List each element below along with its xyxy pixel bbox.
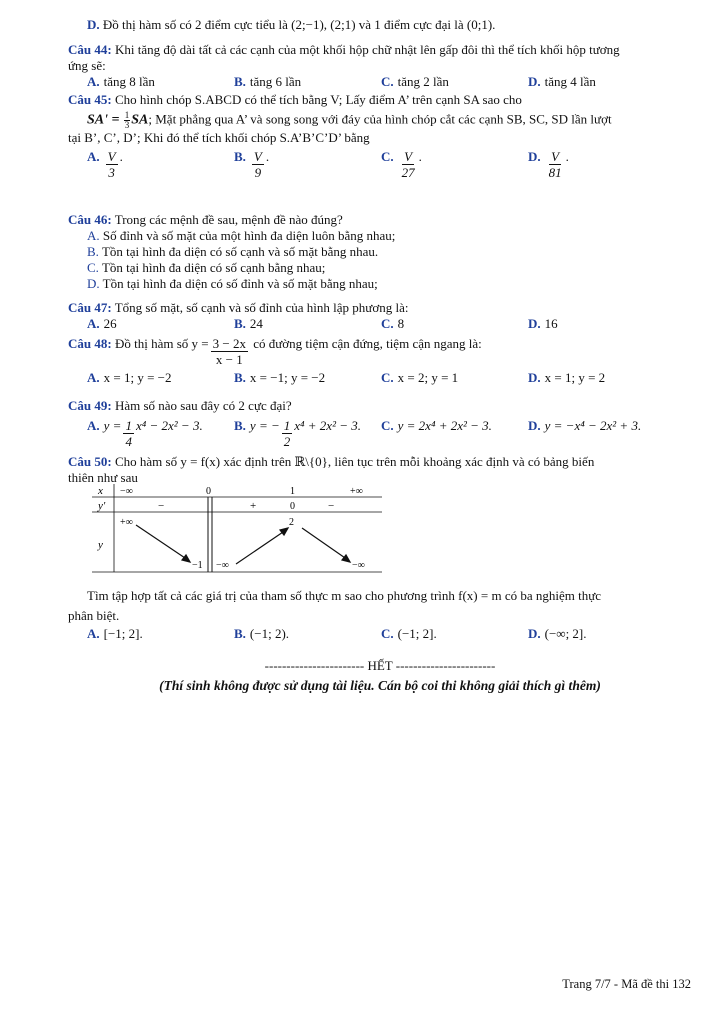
- q47-option-c[interactable]: C. 8: [381, 316, 405, 331]
- q44-option-a[interactable]: A. tăng 8 lần: [87, 74, 155, 89]
- q48-option-c[interactable]: C. x = 2; y = 1: [381, 370, 459, 385]
- q45-formula-right: SA: [131, 112, 149, 128]
- q50-option-b[interactable]: B. (−1; 2).: [234, 626, 290, 641]
- variation-table-svg: [92, 484, 392, 574]
- table-x-val-2: 1: [290, 486, 295, 497]
- q44-options: [68, 74, 692, 90]
- q45-formula-left: SA' =: [87, 112, 120, 128]
- q46-option-d[interactable]: D. Tồn tại hình đa diện có số đỉnh và số mặt bằng nhau;: [87, 276, 378, 291]
- page-number: Trang 7/7 - Mã đề thi 132: [562, 977, 691, 991]
- q48-function-fraction: $\frac{3 - 2x}{x - 1}$: [212, 336, 246, 367]
- q45-formula-fraction: $\frac{1}{3}$: [124, 110, 130, 130]
- q44-option-c[interactable]: C. tăng 2 lần: [381, 74, 449, 89]
- question-44: Câu 44: Khi tăng độ dài tất cả các cạnh của một khối hộp chữ nhật lên gấp đôi thì thể tích khối hộp tương ứng sẽ: A. tăng 8 lần B. tăng 6 lần C. tăng 2 lần D. tăng 4 lần: [68, 42, 692, 90]
- arrow-decrease-2: [302, 528, 348, 560]
- q45-option-d[interactable]: D. $\frac{V}{81}$ .: [528, 149, 569, 180]
- table-yprime-label: y': [98, 500, 106, 512]
- question-50-cont: Tìm tập hợp tất cả các giá trị của tham số thực m sao cho phương trình f(x) = m có ba nghiệm thực phân biệt. A. [−1; 2]. B. (−1; 2). C. (−1; 2]. D. (−∞; 2].: [68, 588, 692, 642]
- q48-option-d[interactable]: D. x = 1; y = 2: [528, 370, 606, 385]
- exam-note: (Thí sinh không được sử dụng tài liệu. Cán bộ coi thi không giải thích gì thêm): [159, 678, 601, 693]
- question-48: Câu 48: Đồ thị hàm số y = $\frac{3 - 2x}{x - 1}$ có đường tiệm cận đứng, tiệm cận ngang là: A. x = 1; y = −2 B. x = −1; y = −2 C. x = 2; y = 1 D. x = 1; y = 2: [68, 336, 692, 386]
- variation-table: [92, 484, 392, 578]
- q50-options: [68, 626, 692, 642]
- arrow-increase: [236, 530, 286, 564]
- q44-option-b[interactable]: B. tăng 6 lần: [234, 74, 302, 89]
- table-yp-sign-0: −: [158, 500, 165, 512]
- q43-option-d: D. Đồ thị hàm số có 2 điểm cực tiểu là (2;−1), (2;1) và 1 điểm cực đại là (0;1).: [87, 17, 496, 32]
- q47-option-b[interactable]: B. 24: [234, 316, 263, 331]
- q44-option-d[interactable]: D. tăng 4 lần: [528, 74, 596, 89]
- q48-option-a[interactable]: A. x = 1; y = −2: [87, 370, 172, 385]
- table-x-val-0: −∞: [120, 486, 133, 497]
- table-x-val-3: +∞: [350, 486, 363, 497]
- table-yp-sign-3: −: [328, 500, 335, 512]
- q50-option-c[interactable]: C. (−1; 2].: [381, 626, 437, 641]
- q48-options: [68, 370, 692, 386]
- table-yp-sign-1: +: [250, 500, 257, 512]
- question-50: Câu 50: Cho hàm số y = f(x) xác định trên ℝ\{0}, liên tục trên mỗi khoảng xác định và có bảng biến thiên như sau: [68, 454, 595, 485]
- q45-option-c[interactable]: C. $\frac{V}{27}$ .: [381, 149, 422, 180]
- q49-option-c[interactable]: C. y = 2x⁴ + 2x² − 3.: [381, 418, 492, 433]
- arrow-decrease-1: [136, 525, 188, 560]
- q45-options: [68, 149, 692, 180]
- q47-option-a[interactable]: A. 26: [87, 316, 117, 331]
- q45-option-b[interactable]: B. $\frac{V}{9}$ .: [234, 149, 270, 180]
- q49-option-b[interactable]: B. y = − $\frac{1}{2}$ x⁴ + 2x² − 3.: [234, 418, 362, 449]
- q46-option-a[interactable]: A. Số đỉnh và số mặt của một hình đa diện luôn bằng nhau;: [87, 228, 396, 243]
- table-y-val-1: −1: [192, 560, 203, 571]
- q48-option-b[interactable]: B. x = −1; y = −2: [234, 370, 326, 385]
- q45-option-a[interactable]: A. $\frac{V}{3}$ .: [87, 149, 123, 180]
- question-49: Câu 49: Hàm số nào sau đây có 2 cực đại? A. y = $\frac{1}{4}$ x⁴ − 2x² − 3. B. y = − $\frac{1}{2}$ x⁴ + 2x² − 3. C. y = 2x⁴ + 2x² − 3. D. y = −x⁴ − 2x² + 3.: [68, 398, 692, 449]
- question-47: Câu 47: Tổng số mặt, số cạnh và số đỉnh của hình lập phương là: A. 26 B. 24 C. 8 D. 16: [68, 300, 692, 332]
- q50-option-a[interactable]: A. [−1; 2].: [87, 626, 143, 641]
- q46-option-b[interactable]: B. Tồn tại hình đa diện có số cạnh và số mặt bằng nhau.: [87, 244, 379, 259]
- question-46: Câu 46: Trong các mệnh đề sau, mệnh đề nào đúng? A. Số đỉnh và số mặt của một hình đa diện luôn bằng nhau; B. Tồn tại hình đa diện có số cạnh và số mặt bằng nhau. C. Tồn tại hình đa diện có số cạnh bằng nhau; D. Tồn tại hình đa diện có số đỉnh và số mặt bằng nhau;: [68, 212, 692, 292]
- q49-options: [68, 418, 692, 449]
- q49-option-a[interactable]: A. y = $\frac{1}{4}$ x⁴ − 2x² − 3.: [87, 418, 203, 449]
- q49-option-d[interactable]: D. y = −x⁴ − 2x² + 3.: [528, 418, 642, 433]
- table-y-val-3: 2: [289, 517, 294, 528]
- table-y-val-2: −∞: [216, 560, 229, 571]
- table-x-label: x: [98, 485, 103, 497]
- q46-option-c[interactable]: C. Tồn tại hình đa diện có số cạnh bằng nhau;: [87, 260, 326, 275]
- q47-options: [68, 316, 692, 332]
- q50-option-d[interactable]: D. (−∞; 2].: [528, 626, 587, 641]
- table-yp-sign-2: 0: [290, 501, 295, 512]
- table-y-val-0: +∞: [120, 517, 133, 528]
- table-y-label: y: [98, 539, 103, 551]
- table-y-val-4: −∞: [352, 560, 365, 571]
- table-x-val-1: 0: [206, 486, 211, 497]
- q47-option-d[interactable]: D. 16: [528, 316, 558, 331]
- end-marker: ----------------------- HẾT -----------------------: [264, 658, 496, 673]
- question-45: Câu 45: Cho hình chóp S.ABCD có thể tích bằng V; Lấy điểm A’ trên cạnh SA sao cho SA' = $\frac{1}{3}$ SA; Mặt phẳng qua A’ và song song với đáy của hình chóp cắt các cạnh SB, SC, SD lần lượt tại B’, C’, D’; Khi đó thể tích khối chóp S.A’B’C’D’ bằng A. $\frac{V}{3}$ . B. $\frac{V}{9}$ . C. $\frac{V}{27}$ . D. $\frac{V}{81}$ .: [68, 92, 692, 180]
